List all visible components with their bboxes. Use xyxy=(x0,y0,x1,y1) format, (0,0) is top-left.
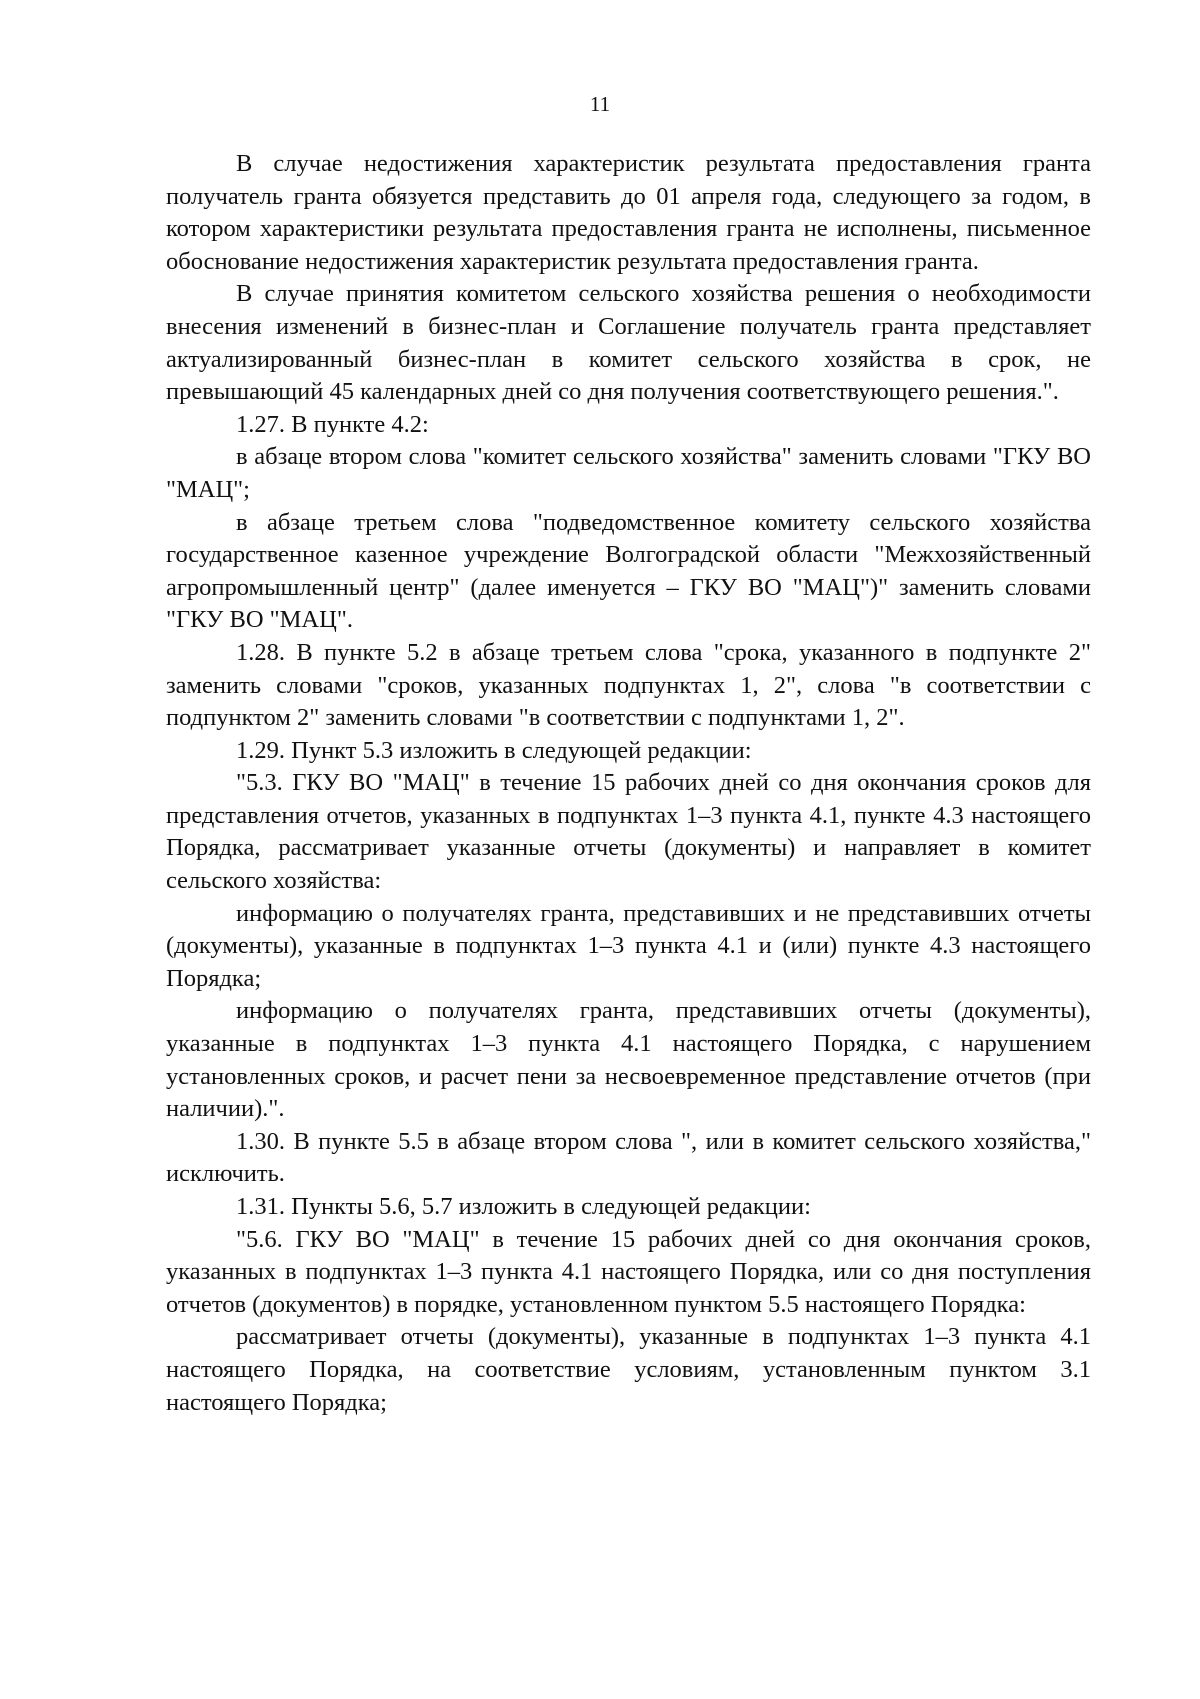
paragraph: рассматривает отчеты (документы), указанные в подпунктах 1–3 пункта 4.1 настоящего Порядка, на соответствие условиям, установленным пунктом 3.1 настоящего Порядка; xyxy=(166,1323,1091,1416)
paragraph: "5.3. ГКУ ВО "МАЦ" в течение 15 рабочих дней со дня окончания сроков для представления отчетов, указанных в подпунктах 1–3 пункта 4.1, пункте 4.3 настоящего Порядка, рассматривает указанные отчеты (документы) и направляет в комитет сельского хозяйства: xyxy=(166,769,1091,895)
paragraph: В случае принятия комитетом сельского хозяйства решения о необходимости внесения изменений в бизнес-план и Соглашение получатель гранта представляет актуализированный бизнес-план в комитет сельского хозяйства в срок, не превышающий 45 календарных дней со дня получения соответствующего решения.". xyxy=(166,280,1091,406)
paragraph: в абзаце втором слова "комитет сельского хозяйства" заменить словами "ГКУ ВО "МАЦ"; xyxy=(166,443,1091,503)
paragraph: 1.27. В пункте 4.2: xyxy=(236,410,429,438)
paragraph: информацию о получателях гранта, представивших отчеты (документы), указанные в подпунктах 1–3 пункта 4.1 настоящего Порядка, с нарушением установленных сроков, и расчет пени за несвоевременное представление отчетов (при наличии).". xyxy=(166,997,1091,1123)
paragraph: информацию о получателях гранта, представивших и не представивших отчеты (документы), указанные в подпунктах 1–3 пункта 4.1 и (или) пункте 4.3 настоящего Порядка; xyxy=(166,899,1091,992)
paragraph: в абзаце третьем слова "подведомственное комитету сельского хозяйства государственное казенное учреждение Волгоградской области "Межхозяйственный агропромышленный центр" (далее именуется – ГКУ ВО "МАЦ")" заменить словами "ГКУ ВО "МАЦ". xyxy=(166,508,1091,634)
page-number: 11 xyxy=(589,92,611,116)
paragraph: "5.6. ГКУ ВО "МАЦ" в течение 15 рабочих дней со дня окончания сроков, указанных в подпунктах 1–3 пункта 4.1 настоящего Порядка, или со дня поступления отчетов (документов) в порядке, установленном пунктом 5.5 настоящего Порядка: xyxy=(166,1225,1091,1318)
paragraph: 1.30. В пункте 5.5 в абзаце втором слова ", или в комитет сельского хозяйства," исключить. xyxy=(166,1127,1091,1188)
paragraph: 1.31. Пункты 5.6, 5.7 изложить в следующей редакции: xyxy=(236,1193,811,1220)
paragraph: 1.28. В пункте 5.2 в абзаце третьем слова "срока, указанного в подпункте 2" заменить словами "сроков, указанных подпунктах 1, 2", слова "в соответствии с подпунктом 2" заменить словами "в соответствии с подпунктами 1, 2". xyxy=(166,638,1091,732)
paragraph: 1.29. Пункт 5.3 изложить в следующей редакции: xyxy=(236,736,752,764)
document-body xyxy=(166,148,1091,1419)
paragraph: В случае недостижения характеристик результата предоставления гранта получатель гранта обязуется представить до 01 апреля года, следующего за годом, в котором характеристики результата предоставления гранта не исполнены, письменное обоснование недостижения характеристик результата предоставления гранта. xyxy=(166,150,1091,275)
